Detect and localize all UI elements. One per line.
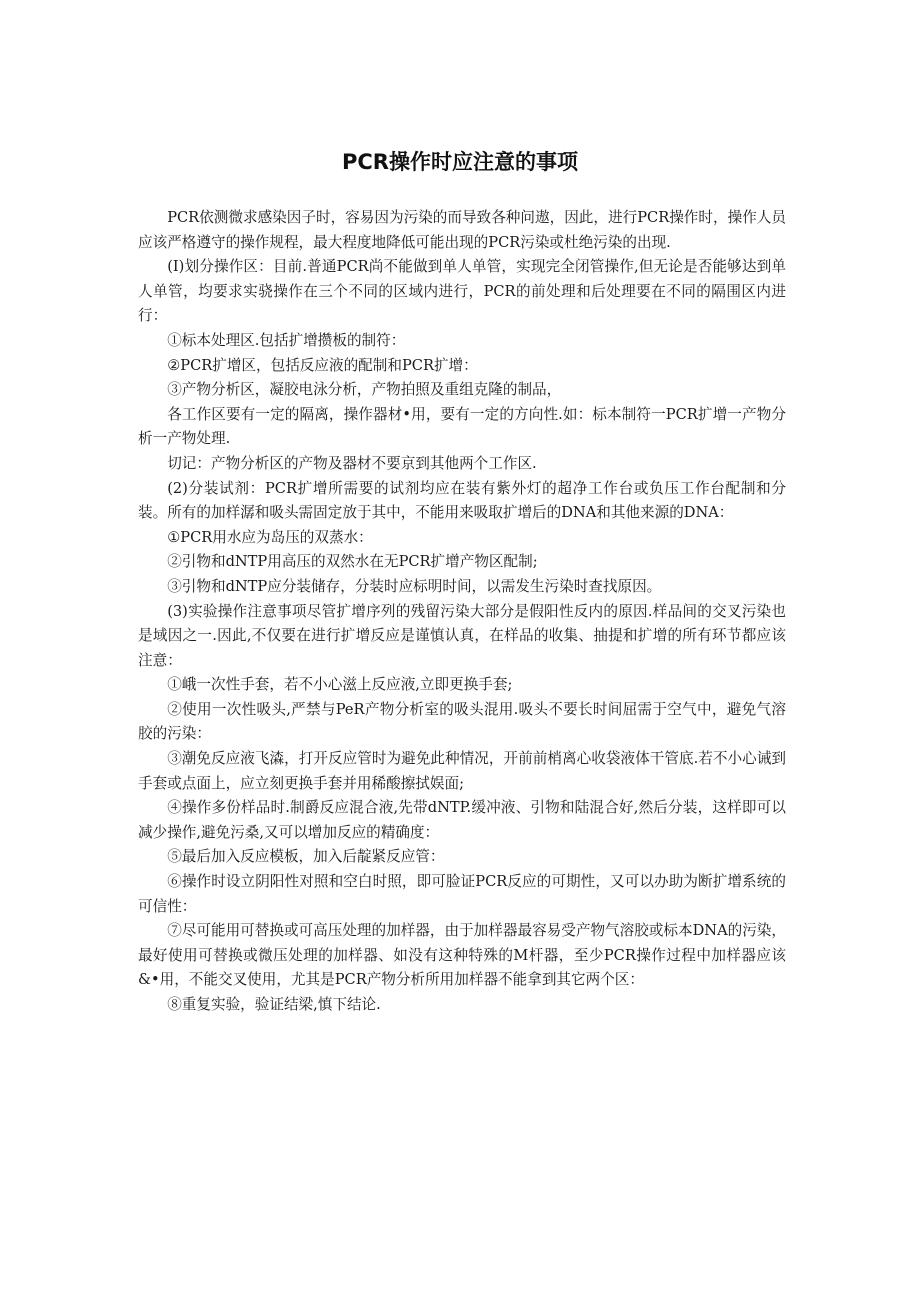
paragraph-section-3: (3)实验操作注意事项尽管扩增序列的残留污染大部分是假阳性反内的原因.样品间的交叉污染也是域因之一.因此,不仅要在进行扩增反应是谨慎认真，在样品的收集、抽提和扩增的所有环节都应该注意： [138,602,786,669]
paragraph-item: ⑤最后加入反应模板，加入后靛紧反应管： [167,848,445,866]
paragraph-item: ③产物分析区，凝胶电泳分析，产物拍照及重组克隆的制品， [167,381,562,399]
paragraph-item: ①PCR用水应为岛压的双蒸水： [167,528,373,546]
paragraph-item: ⑦尽可能用可替换或可高压处理的加样器，由于加样器最容易受产物气溶胶或标本DNA的污染，最好使用可替换或微压处理的加样器、如没有这种特殊的M杆器，至少PCR操作过程中加样器应该&•用，不能交叉使用，尤其是PCR产物分析所用加样器不能拿到其它两个区： [138,922,786,989]
page-title: PCR操作时应注意的事项 [342,150,578,174]
paragraph-item: ①峨一次性手套，若不小心滋上反应液,立即更换手套; [167,676,513,694]
paragraph-item: ⑧重复实验，验证结梁,慎下结论. [167,996,381,1013]
paragraph-item: ②引物和dNTP用高压的双然水在无PCR扩增产物区配制; [167,553,538,571]
paragraph-item: ③引物和dNTP应分装储存，分装时应标明时间，以需发生污染时查找原因。 [167,577,662,595]
paragraph-item: ②PCR扩增区，包括反应液的配制和PCR扩增： [167,356,478,374]
document-body [138,206,786,1018]
paragraph-section-1: (I)划分操作区：目前.普通PCR尚不能做到单人单管，实现完全闭管操作,但无论是否能够达到单人单管，均要求实骁操作在三个不同的区域内进行，PCR的前处理和后处理要在不同的隔围区内进行： [138,258,786,325]
paragraph-item: ⑥操作时设立阴阳性对照和空白时照，即可脸证PCR反应的可期性，又可以办助为断扩增系统的可信性： [138,873,786,915]
paragraph-note: 各工作区要有一定的隔离，操作器材•用，要有一定的方向性.如：标本制符一PCR扩增一产物分析一产物处理. [138,405,786,448]
paragraph-item: ②使用一次性吸头,严禁与PeR产物分析室的吸头混用.吸头不要长时间屈需于空气中，避免气溶胶的污染： [138,700,786,743]
paragraph-intro: PCR依测微求感染因子时，容易因为污染的而导致各种问遨，因此，进行PCR操作时，操作人员应该严格遵守的操作规程，最大程度地降低可能出现的PCR污染或杜绝污染的出现. [138,209,786,251]
paragraph-section-2: (2)分装试剂：PCR扩增所需要的试剂均应在装有紫外灯的超净工作台或负压工作台配制和分装。所有的加样潺和吸头需固定放于其中，不能用来吸取扩增后的DNA和其他来源的DNA： [138,479,786,522]
paragraph-item: ①标本处理区.包括扩增攒板的制符： [167,331,406,349]
paragraph-item: ④操作多份样品时.制爵反应混合液,先带dNTP.缓冲液、引物和陆混合好,然后分装，这样即可以减少操作,避免污桑,又可以增加反应的精确度： [138,799,786,841]
paragraph-item: ③潮免反应液飞潹，打开反应管时为避免此种情况，开前前梢离心收袋液体干管底.若不小心诫到手套或点面上，应立刻更换手套并用稀酸擦拭娱面; [138,750,786,792]
paragraph-warning: 切记：产物分析区的产物及器材不要京到其他两个工作区. [167,454,537,472]
